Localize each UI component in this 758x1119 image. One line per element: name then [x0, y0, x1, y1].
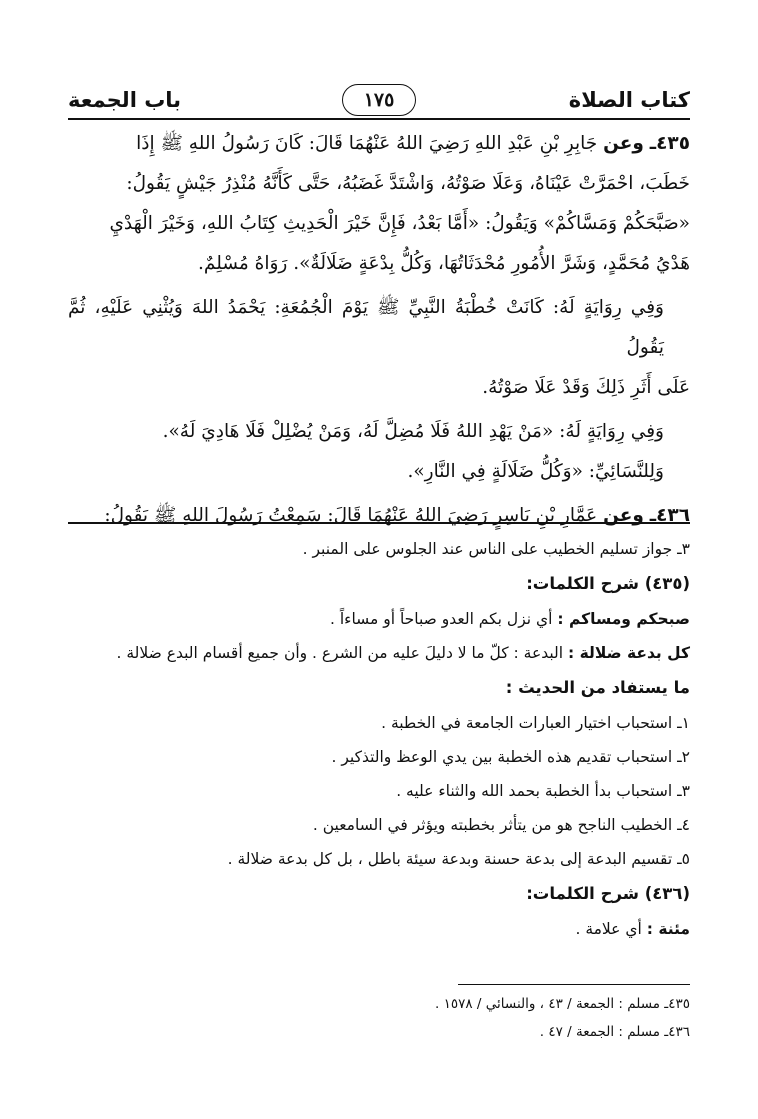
- benefit-item: ٢ـ استحباب تقديم هذه الخطبة بين يدي الوعظ والتذكير .: [331, 748, 690, 766]
- riwaya-1-line-2: عَلَى أَثَرِ ذَلِكَ وَقَدْ عَلَا صَوْتُهُ.: [482, 377, 690, 398]
- hadith-number: ٤٣٦ـ: [649, 505, 690, 526]
- riwaya-1-line-1: وَفِي رِوَايَةٍ لَهُ: كَانَتْ خُطْبَةُ النَّبِيِّ ﷺ يَوْمَ الْجُمُعَةِ: يَحْمَدُ اللهَ وَيُثْنِي عَلَيْهِ، ثُمَّ يَقُولُ: [68, 297, 664, 358]
- hadith-436-line-1: [68, 496, 690, 536]
- word-definition: [68, 636, 690, 670]
- commentary-divider: [68, 522, 690, 524]
- hadith-number: ٤٣٥ـ: [649, 133, 690, 154]
- footnote-divider: [458, 984, 690, 985]
- word-meaning: أي نزل بكم العدو صباحاً أو مساءاً .: [330, 610, 553, 628]
- sharh-436-title: (٤٣٦) شرح الكلمات:: [526, 884, 690, 903]
- word-definition: [68, 912, 690, 946]
- hadith-text-line: عَمَّارِ بْنِ يَاسِرٍ رَضِيَ اللهُ عَنْهُمَا قَالَ: سَمِعْتُ رَسُولَ اللهِ ﷺ يَقُولُ:: [104, 505, 598, 526]
- footnotes: [68, 990, 690, 1046]
- hadith-text: [68, 124, 690, 536]
- benefit-item: ٥ـ تقسيم البدعة إلى بدعة حسنة وبدعة سيئة باطل ، بل كل بدعة ضلالة .: [227, 850, 690, 868]
- benefit-item: ٤ـ الخطيب الناجح هو من يتأثر بخطبته ويؤثر في السامعين .: [312, 816, 690, 834]
- benefits-title: ما يستفاد من الحديث :: [505, 678, 690, 697]
- page-header: [68, 84, 690, 118]
- hadith-435-line-2: خَطَبَ، احْمَرَّتْ عَيْنَاهُ، وَعَلَا صَوْتُهُ، وَاشْتَدَّ غَضَبُهُ، حَتَّى كَأَنَّهُ مُنْذِرُ جَيْشٍ يَقُولُ:: [126, 173, 690, 194]
- commentary-section: [68, 532, 690, 946]
- benefit-item: ٣ـ استحباب بدأ الخطبة بحمد الله والثناء عليه .: [396, 782, 690, 800]
- commentary-point-3: ٣ـ جواز تسليم الخطيب على الناس عند الجلوس على المنبر .: [302, 540, 690, 558]
- hadith-intro: وعن: [603, 133, 644, 154]
- chapter-title: باب الجمعة: [68, 88, 182, 112]
- header-divider: [68, 118, 690, 120]
- hadith-435-line-1: [68, 124, 690, 164]
- word-meaning: البدعة : كلّ ما لا دليلَ عليه من الشرع . وأن جميع أقسام البدع ضلالة .: [116, 644, 564, 662]
- footnote-435: ٤٣٥ـ مسلم : الجمعة / ٤٣ ، والنسائي / ١٥٧٨ .: [435, 996, 690, 1012]
- book-title: كتاب الصلاة: [568, 88, 690, 112]
- word-meaning: أي علامة .: [575, 920, 642, 938]
- footnote-436: ٤٣٦ـ مسلم : الجمعة / ٤٧ .: [539, 1024, 690, 1040]
- word-definition: [68, 602, 690, 636]
- word-term: مئنة :: [646, 920, 690, 938]
- page-number: ١٧٥: [342, 84, 416, 116]
- hadith-435-line-3: «صَبَّحَكُمْ وَمَسَّاكُمْ» وَيَقُولُ: «أَمَّا بَعْدُ، فَإِنَّ خَيْرَ الْحَدِيثِ كِتَابُ اللهِ، وَخَيْرَ الْهَدْيِ: [109, 213, 690, 234]
- benefit-item: ١ـ استحباب اختيار العبارات الجامعة في الخطبة .: [381, 714, 690, 732]
- hadith-text-line: جَابِرِ بْنِ عَبْدِ اللهِ رَضِيَ اللهُ عَنْهُمَا قَالَ: كَانَ رَسُولُ اللهِ ﷺ إِذَا: [136, 133, 598, 154]
- hadith-intro: وعن: [603, 505, 644, 526]
- riwaya-2: وَفِي رِوَايَةٍ لَهُ: «مَنْ يَهْدِ اللهُ فَلَا مُضِلَّ لَهُ، وَمَنْ يُضْلِلْ فَلَا هَادِيَ لَهُ».: [162, 421, 664, 442]
- sharh-435-title: (٤٣٥) شرح الكلمات:: [526, 574, 690, 593]
- word-term: كل بدعة ضلالة :: [568, 644, 690, 662]
- nasai-narration: وَلِلنَّسَائِيِّ: «وَكُلُّ ضَلَالَةٍ فِي النَّارِ».: [407, 461, 664, 482]
- word-term: صبحكم ومساكم :: [557, 610, 690, 628]
- hadith-435-line-4: هَدْيُ مُحَمَّدٍ، وَشَرَّ الأُمُورِ مُحْدَثَاتُهَا، وَكُلُّ بِدْعَةٍ ضَلَالَةٌ». رَوَاهُ مُسْلِمٌ.: [198, 253, 690, 274]
